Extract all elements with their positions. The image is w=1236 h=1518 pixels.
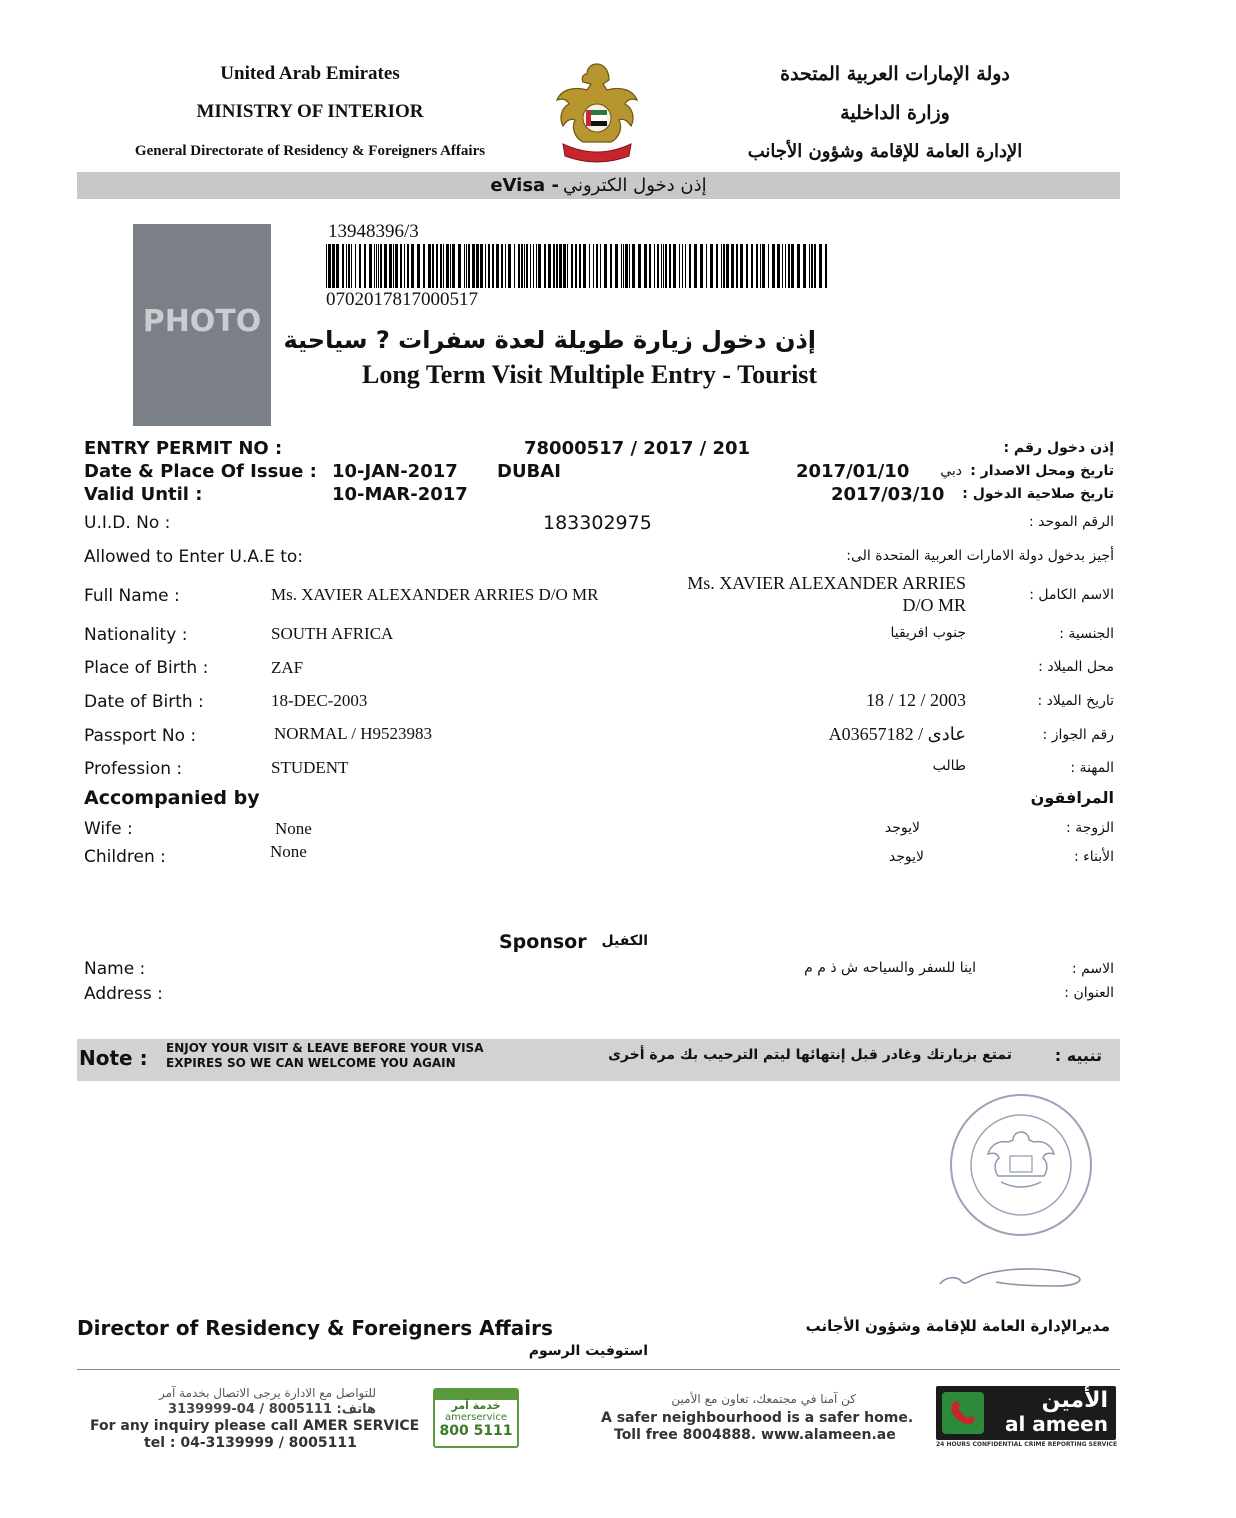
nationality-label: Nationality : bbox=[84, 625, 188, 645]
title-evisa-ar: إذن دخول الكتروني bbox=[562, 175, 707, 196]
barcode-bar bbox=[604, 244, 607, 288]
uid-label-ar: الرقم الموحد : bbox=[1029, 514, 1114, 530]
pob-value: ZAF bbox=[271, 658, 304, 677]
barcode-bar bbox=[346, 244, 347, 288]
director-en: Director of Residency & Foreigners Affairs bbox=[77, 1316, 553, 1340]
country-en: United Arab Emirates bbox=[220, 63, 400, 84]
photo-label: PHOTO bbox=[142, 304, 262, 339]
barcode-bar bbox=[756, 244, 758, 288]
sponsor-title-ar: الكفيل bbox=[601, 933, 648, 949]
valid-label-ar: تاريخ صلاحية الدخول : bbox=[962, 486, 1114, 502]
barcode-bar bbox=[400, 244, 402, 288]
director-ar: مديرالإدارة العامة للإقامة وشؤون الأجانب bbox=[805, 1317, 1110, 1335]
barcode-bar bbox=[485, 244, 486, 288]
barcode-bar bbox=[593, 244, 594, 288]
barcode-bar bbox=[625, 244, 628, 288]
allowed-label: Allowed to Enter U.A.E to: bbox=[84, 547, 304, 567]
barcode-bar bbox=[716, 244, 718, 288]
barcode-bar bbox=[364, 244, 366, 288]
barcode-bar bbox=[694, 244, 697, 288]
entry-permit-label-ar: إذن دخول رقم : bbox=[1003, 440, 1114, 456]
barcode-bar bbox=[559, 244, 562, 288]
dob-value: 18-DEC-2003 bbox=[271, 691, 368, 710]
barcode-bar bbox=[731, 244, 734, 288]
profession-label: Profession : bbox=[84, 759, 183, 779]
barcode-bar bbox=[380, 244, 382, 288]
barcode-bar bbox=[563, 244, 566, 288]
barcode-bar bbox=[679, 244, 680, 288]
barcode-bar bbox=[376, 244, 377, 288]
barcode-bar bbox=[553, 244, 555, 288]
barcode-bar bbox=[326, 244, 327, 288]
barcode-bar bbox=[536, 244, 537, 288]
barcode-bar bbox=[762, 244, 765, 288]
barcode-bar bbox=[751, 244, 753, 288]
barcode-bar bbox=[480, 244, 483, 288]
entry-permit-value: 78000517 / 2017 / 201 bbox=[524, 438, 751, 459]
wife-ar: لايوجد bbox=[884, 820, 920, 836]
visa-type-ar: إذن دخول زيارة طويلة لعدة سفرات ? سياحية bbox=[283, 326, 816, 354]
barcode-bar bbox=[723, 244, 725, 288]
uae-emblem-icon bbox=[553, 60, 641, 166]
barcode-bar bbox=[610, 244, 612, 288]
barcode-bar bbox=[342, 244, 344, 288]
barcode-bar bbox=[514, 244, 515, 288]
note-line1: ENJOY YOUR VISIT & LEAVE BEFORE YOUR VISA bbox=[166, 1041, 484, 1055]
barcode-bar bbox=[746, 244, 748, 288]
barcode-bar bbox=[768, 244, 769, 288]
barcode-bar bbox=[809, 244, 810, 288]
barcode-bar bbox=[432, 244, 434, 288]
note-line2: EXPIRES SO WE CAN WELCOME YOU AGAIN bbox=[166, 1056, 456, 1070]
barcode-bar bbox=[436, 244, 438, 288]
barcode-bar bbox=[760, 244, 761, 288]
barcode-bar bbox=[374, 244, 375, 288]
issue-place-ar: دبي bbox=[940, 463, 962, 479]
uid-value: 183302975 bbox=[543, 512, 652, 534]
barcode-bar bbox=[395, 244, 398, 288]
barcode-bar bbox=[404, 244, 405, 288]
passport-label-ar: رقم الجواز : bbox=[1042, 727, 1114, 743]
issue-place: DUBAI bbox=[497, 461, 561, 482]
uid-label: U.I.D. No : bbox=[84, 513, 171, 533]
barcode-bar bbox=[673, 244, 676, 288]
barcode-bar bbox=[740, 244, 743, 288]
passport-value: NORMAL / H9523983 bbox=[274, 724, 433, 743]
alameen-en: al ameen bbox=[1004, 1412, 1108, 1436]
barcode-bar bbox=[369, 244, 372, 288]
title-evisa: eVisa - bbox=[490, 175, 559, 196]
barcode-bar bbox=[600, 244, 601, 288]
barcode-bar bbox=[596, 244, 598, 288]
title-bar-text bbox=[77, 172, 1120, 199]
barcode-bar bbox=[632, 244, 635, 288]
sponsor-address-label: Address : bbox=[84, 984, 163, 1004]
barcode-bar bbox=[689, 244, 691, 288]
amer-logo bbox=[433, 1388, 519, 1448]
barcode-bar bbox=[336, 244, 339, 288]
dob-label-ar: تاريخ الميلاد : bbox=[1037, 693, 1114, 709]
barcode-bar bbox=[682, 244, 683, 288]
barcode-bar bbox=[623, 244, 624, 288]
barcode-bar bbox=[450, 244, 451, 288]
allowed-label-ar: أجيز بدخول دولة الامارات العربية المتحدة الى: bbox=[846, 548, 1114, 564]
barcode-bar bbox=[351, 244, 352, 288]
barcode-bar bbox=[583, 244, 586, 288]
note-text-ar: تمتع بزيارتك وغادر قبل إنتهائها ليتم الترحيب بك مرة أخرى bbox=[608, 1047, 1012, 1063]
profession-ar: طالب bbox=[932, 758, 966, 774]
photo-placeholder bbox=[133, 224, 271, 426]
barcode-bar bbox=[556, 244, 558, 288]
valid-label: Valid Until : bbox=[84, 484, 203, 505]
contact-ar2: هاتف: 8005111 / 04-3139999 bbox=[168, 1402, 376, 1417]
barcode-bar bbox=[700, 244, 703, 288]
barcode-bar bbox=[466, 244, 467, 288]
barcode-bar bbox=[518, 244, 520, 288]
children-value: None bbox=[270, 842, 307, 861]
safer-ar: كن آمنا في مجتمعك، تعاون مع الأمين bbox=[671, 1392, 856, 1406]
contact-en1: For any inquiry please call AMER SERVICE bbox=[90, 1418, 420, 1434]
barcode-bar bbox=[772, 244, 775, 288]
barcode-bar bbox=[803, 244, 806, 288]
directorate-en: General Directorate of Residency & Foreigners Affairs bbox=[134, 143, 486, 159]
barcode-bar bbox=[423, 244, 425, 288]
ministry-en: MINISTRY OF INTERIOR bbox=[196, 101, 424, 122]
barcode-bar bbox=[685, 244, 686, 288]
note-label-ar: تنبيه : bbox=[1054, 1046, 1102, 1065]
passport-ar: عادى / A03657182 bbox=[828, 724, 966, 744]
contact-ar1: للتواصل مع الادارة يرجى الاتصال بخدمة آمر bbox=[158, 1386, 376, 1400]
accompanied-title-ar: المرافقون bbox=[1030, 788, 1114, 807]
barcode-bar bbox=[492, 244, 494, 288]
ministry-ar: وزارة الداخلية bbox=[840, 102, 950, 124]
issue-date: 10-JAN-2017 bbox=[332, 461, 458, 482]
barcode-bar bbox=[538, 244, 541, 288]
sponsor-title: Sponsor bbox=[499, 931, 587, 953]
barcode-bar bbox=[417, 244, 420, 288]
barcode-bar bbox=[505, 244, 506, 288]
alameen-ar: الأمين bbox=[1041, 1388, 1108, 1413]
full-name-ar-line1: Ms. XAVIER ALEXANDER ARRIES bbox=[687, 573, 966, 593]
children-label: Children : bbox=[84, 847, 166, 867]
contact-en2: tel : 04-3139999 / 8005111 bbox=[144, 1435, 357, 1451]
barcode-bar bbox=[777, 244, 780, 288]
note-label: Note : bbox=[79, 1046, 148, 1070]
barcode-bar bbox=[355, 244, 356, 288]
alameen-tag: 24 HOURS CONFIDENTIAL CRIME REPORTING SERVICE bbox=[936, 1441, 1118, 1448]
sponsor-name-ar: اينا للسفر والسياحه ش ذ م م bbox=[804, 960, 976, 976]
barcode-bar bbox=[548, 244, 551, 288]
pob-label-ar: محل الميلاد : bbox=[1038, 659, 1114, 675]
directorate-ar: الإدارة العامة للإقامة وشؤون الأجانب bbox=[747, 141, 1023, 162]
barcode-bar bbox=[464, 244, 465, 288]
barcode-bar bbox=[669, 244, 671, 288]
barcode-bar bbox=[407, 244, 409, 288]
wife-label: Wife : bbox=[84, 819, 133, 839]
barcode-bar bbox=[476, 244, 479, 288]
barcode-bar bbox=[575, 244, 577, 288]
barcode-bar bbox=[384, 244, 387, 288]
pob-label: Place of Birth : bbox=[84, 658, 209, 678]
entry-permit-label: ENTRY PERMIT NO : bbox=[84, 438, 283, 459]
accompanied-title: Accompanied by bbox=[84, 787, 260, 809]
barcode-bar bbox=[468, 244, 470, 288]
barcode-bar bbox=[657, 244, 659, 288]
barcode-bar bbox=[706, 244, 707, 288]
profession-label-ar: المهنة : bbox=[1070, 760, 1114, 776]
issue-label-ar: تاريخ ومحل الاصدار : bbox=[970, 463, 1114, 479]
barcode-bar bbox=[440, 244, 442, 288]
barcode-bar bbox=[443, 244, 444, 288]
barcode-bar bbox=[721, 244, 722, 288]
children-label-ar: الأبناء : bbox=[1073, 849, 1114, 865]
barcode-bar bbox=[508, 244, 511, 288]
safer-en: A safer neighbourhood is a safer home. bbox=[601, 1410, 914, 1426]
barcode-bar bbox=[526, 244, 528, 288]
tollfree: Toll free 8004888. www.alameen.ae bbox=[614, 1427, 896, 1443]
wife-label-ar: الزوجة : bbox=[1066, 820, 1114, 836]
barcode-bar bbox=[411, 244, 414, 288]
alameen-phone-icon bbox=[942, 1392, 984, 1434]
barcode-bar bbox=[458, 244, 461, 288]
full-name-label-ar: الاسم الكامل : bbox=[1029, 587, 1114, 603]
barcode-bar bbox=[496, 244, 499, 288]
barcode-bar bbox=[654, 244, 655, 288]
fees-ar: استوفيت الرسوم bbox=[528, 1343, 648, 1359]
barcode-top-number: 13948396/3 bbox=[328, 221, 419, 242]
barcode-bar bbox=[501, 244, 503, 288]
barcode-bar bbox=[332, 244, 335, 288]
barcode-bar bbox=[663, 244, 664, 288]
barcode-bottom-number: 0702017817000517 bbox=[326, 289, 478, 310]
sponsor-address-label-ar: العنوان : bbox=[1064, 985, 1114, 1001]
barcode-bar bbox=[389, 244, 392, 288]
valid-date-ar: 2017/03/10 bbox=[831, 484, 945, 505]
dob-ar: 2003 / 12 / 18 bbox=[865, 690, 966, 710]
barcode-bar bbox=[579, 244, 581, 288]
issue-date-ar: 2017/01/10 bbox=[796, 461, 910, 482]
barcode-bar bbox=[488, 244, 490, 288]
barcode-bar bbox=[649, 244, 651, 288]
full-name-value: Ms. XAVIER ALEXANDER ARRIES D/O MR bbox=[271, 585, 599, 604]
barcode-bar bbox=[567, 244, 568, 288]
barcode-bar bbox=[524, 244, 525, 288]
sponsor-name-label: Name : bbox=[84, 959, 146, 979]
barcode-bar bbox=[571, 244, 573, 288]
barcode-bar bbox=[788, 244, 790, 288]
footer-separator bbox=[77, 1369, 1120, 1370]
barcode-bar bbox=[814, 244, 816, 288]
barcode-bar bbox=[782, 244, 783, 288]
barcode-bar bbox=[348, 244, 350, 288]
alameen-icon bbox=[942, 1392, 984, 1434]
full-name-label: Full Name : bbox=[84, 586, 180, 606]
nationality-value: SOUTH AFRICA bbox=[271, 624, 394, 643]
barcode-bar bbox=[428, 244, 431, 288]
barcode-bar bbox=[797, 244, 800, 288]
barcode-bar bbox=[726, 244, 729, 288]
nationality-label-ar: الجنسية : bbox=[1059, 626, 1114, 642]
issue-label: Date & Place Of Issue : bbox=[84, 461, 317, 482]
barcode-bar bbox=[629, 244, 630, 288]
barcode-bar bbox=[328, 244, 331, 288]
barcode-bar bbox=[621, 244, 622, 288]
barcode-bar bbox=[452, 244, 455, 288]
barcode-bar bbox=[378, 244, 379, 288]
barcode-bar bbox=[359, 244, 361, 288]
nationality-ar: جنوب افريقيا bbox=[890, 625, 966, 641]
barcode-bar bbox=[472, 244, 475, 288]
barcode-bar bbox=[521, 244, 523, 288]
dob-label: Date of Birth : bbox=[84, 692, 204, 712]
barcode-bar bbox=[791, 244, 794, 288]
barcode-bar bbox=[811, 244, 813, 288]
country-ar: دولة الإمارات العربية المتحدة bbox=[780, 63, 1010, 85]
amer-top: خدمة آمر bbox=[451, 1399, 501, 1412]
amer-number: 800 5111 bbox=[439, 1423, 513, 1439]
barcode-bar bbox=[785, 244, 786, 288]
barcode-bar bbox=[446, 244, 449, 288]
passport-label: Passport No : bbox=[84, 726, 197, 746]
barcode-bar bbox=[615, 244, 618, 288]
amer-name: amerservice bbox=[445, 1412, 507, 1423]
barcode-bar bbox=[533, 244, 534, 288]
sponsor-name-label-ar: الاسم : bbox=[1071, 961, 1114, 977]
visa-type-en: Long Term Visit Multiple Entry - Tourist bbox=[362, 360, 818, 389]
barcode bbox=[326, 244, 828, 288]
barcode-bar bbox=[589, 244, 590, 288]
barcode-bar bbox=[638, 244, 641, 288]
barcode-bar bbox=[644, 244, 647, 288]
barcode-bar bbox=[736, 244, 738, 288]
signature-icon bbox=[936, 1262, 1106, 1292]
alameen-logo bbox=[936, 1386, 1116, 1440]
barcode-bar bbox=[530, 244, 531, 288]
full-name-ar-line2: D/O MR bbox=[902, 595, 966, 615]
valid-date: 10-MAR-2017 bbox=[332, 484, 468, 505]
barcode-bar bbox=[819, 244, 822, 288]
barcode-bar bbox=[661, 244, 662, 288]
barcode-bar bbox=[710, 244, 713, 288]
children-ar: لايوجد bbox=[888, 849, 924, 865]
wife-value: None bbox=[275, 819, 312, 838]
barcode-bar bbox=[544, 244, 546, 288]
profession-value: STUDENT bbox=[271, 758, 349, 777]
barcode-bar bbox=[825, 244, 827, 288]
barcode-bar bbox=[393, 244, 394, 288]
official-stamp-icon bbox=[946, 1090, 1096, 1240]
barcode-bar bbox=[665, 244, 667, 288]
